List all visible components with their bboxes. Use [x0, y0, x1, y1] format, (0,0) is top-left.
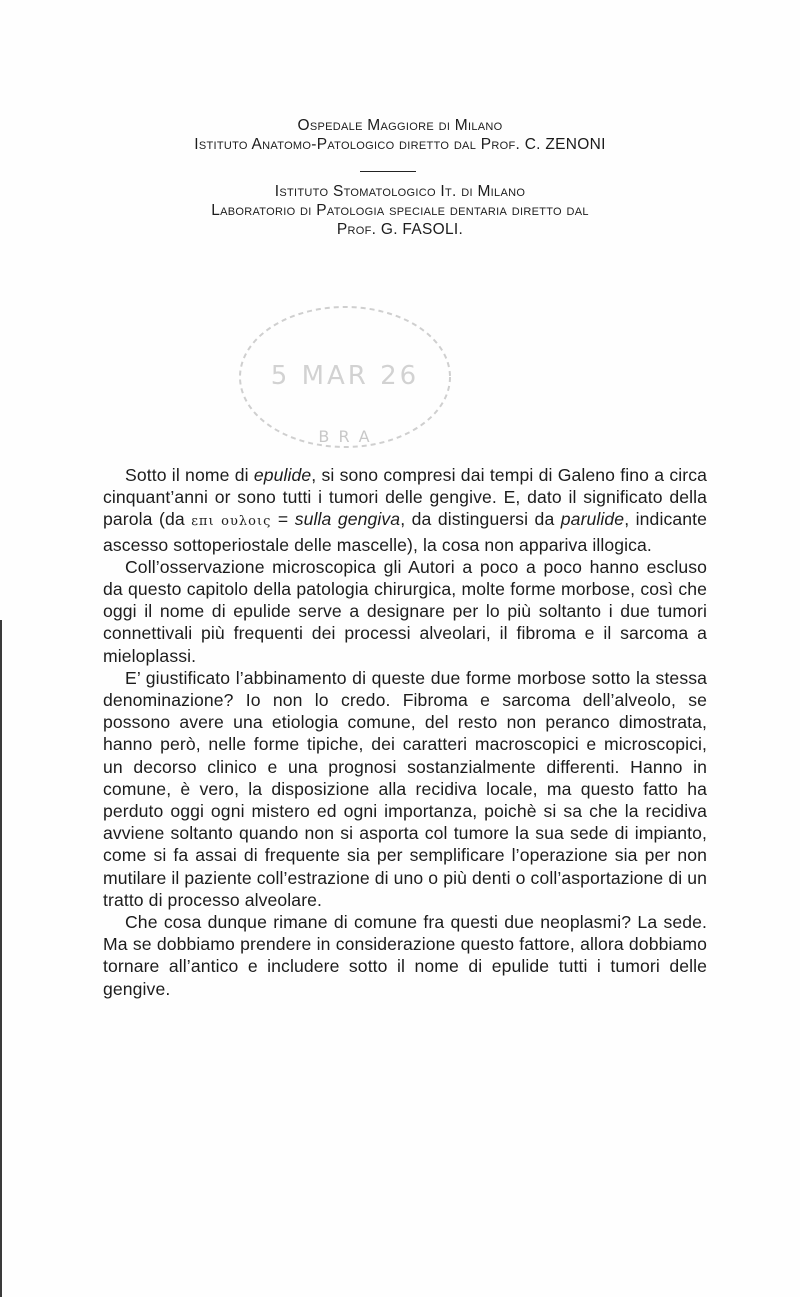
faded-library-stamp — [225, 292, 465, 452]
term-parulide: parulide — [560, 509, 625, 530]
greek-etymology: επι ουλοις — [191, 514, 272, 530]
p1-text-a: Sotto il nome di — [125, 465, 254, 485]
header-block — [0, 116, 800, 154]
hospital-name: Ospedale Maggiore di Milano — [297, 117, 503, 134]
body-text — [103, 464, 707, 1000]
paragraph-2: Coll’osservazione microscopica gli Autori a poco a poco hanno escluso da questo capitolo della patologia chirurgica, molte forme morbose, così che oggi il nome di epulide serve a designare per lo più soltanto i due tumori connettivali più frequenti dei processi alveolari, il fibroma e il sarcoma a mieloplassi. — [103, 556, 707, 666]
laboratory-name: Laboratorio di Patologia speciale dentaria diretto dal — [211, 202, 589, 219]
stamp-date: 5 MAR 26 — [270, 361, 420, 391]
paragraph-3: E’ giustificato l’abbinamento di queste due forme morbose sotto la stessa denominazione? Io non lo credo. Fibroma e sarcoma dell’alveolo, se possono avere una etiologia comune, del resto non peranco dimostrata, hanno però, nelle forme tipiche, dei caratteri macroscopici e microscopici, un decorso clinico e una prognosi sostanzialmente differenti. Hanno in comune, è vero, la disposizione alla recidiva locale, ma questo fatto ha perduto oggi ogni mistero ed ogni importanza, poichè si sa che la recidiva avviene soltanto quando non si asporta col tumore la sua sede di impianto, come si fa assai di frequente sia per semplificare l’operazione sia per non mutilare il paziente coll’estrazione di uno o più denti o coll’asportazione di un tratto di processo alveolare. — [103, 667, 707, 910]
stomatological-institute: Istituto Stomatologico It. di Milano — [274, 183, 526, 200]
header-separator — [360, 171, 416, 172]
paragraph-1 — [103, 464, 707, 556]
stamp-ring — [240, 307, 450, 447]
institute-name: Istituto Anatomo-Patologico diretto dal Prof. C. ZENONI — [194, 136, 606, 153]
stamp-label: B R A — [318, 427, 372, 446]
p1-text-d: , da distinguersi da — [400, 509, 561, 530]
director-name: Prof. G. FASOLI. — [336, 221, 464, 238]
binding-edge-line — [0, 620, 2, 1297]
p1-text-b: , si sono compresi dai tempi di Galeno fino a circa cinquant’anni or sono tutti i tumori delle gengive. E, dato il significato della parola (da — [103, 465, 708, 530]
paragraph-4: Che cosa dunque rimane di comune fra questi due neoplasmi? La sede. Ma se dobbiamo prendere in considerazione questo fattore, allora dobbiamo tornare all’antico e includere sotto il nome di epulide tutti i tumori delle gengive. — [103, 912, 707, 999]
term-sulla-gengiva: sulla gengiva — [294, 509, 401, 530]
p1-text-c: = — [271, 509, 295, 530]
header-block-2 — [0, 182, 800, 239]
p1-text-e: , indicante ascesso sottoperiostale delle mascelle), la cosa non appariva illogica. — [103, 509, 707, 555]
term-epulide: epulide — [253, 465, 312, 485]
